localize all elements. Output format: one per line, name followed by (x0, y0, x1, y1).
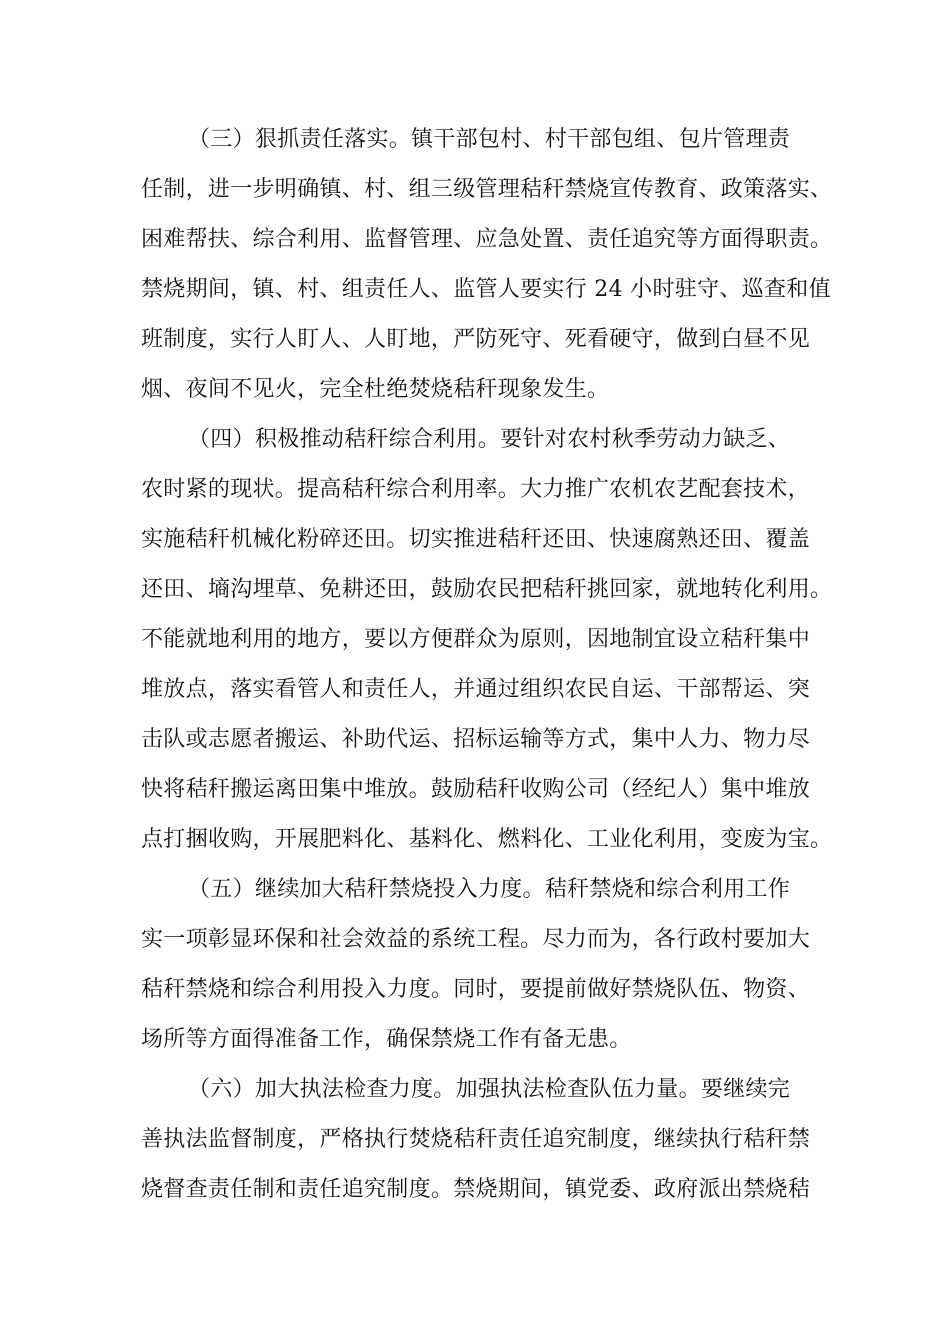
paragraph-4-line-7: 击队或志愿者搬运、补助代运、招标运输等方式，集中人力、物力尽 (141, 727, 811, 752)
paragraph-3-line-6: 烟、夜间不见火，完全杜绝焚烧秸秆现象发生。 (141, 377, 610, 402)
paragraph-6-line-3: 烧督查责任制和责任追究制度。禁烧期间，镇党委、政府派出禁烧秸 (141, 1177, 811, 1202)
paragraph-3-line-4: 禁烧期间，镇、村、组责任人、监管人要实行 24 小时驻守、巡查和值 (141, 277, 831, 302)
paragraph-3-line-3: 困难帮扶、综合利用、监督管理、应急处置、责任追究等方面得职责。 (141, 227, 833, 252)
paragraph-4-line-3: 实施秸秆机械化粉碎还田。切实推进秸秆还田、快速腐熟还田、覆盖 (141, 527, 811, 552)
paragraph-5-line-4: 场所等方面得准备工作，确保禁烧工作有备无患。 (141, 1027, 632, 1052)
paragraph-6-line-2: 善执法监督制度，严格执行焚烧秸秆责任追究制度，继续执行秸秆禁 (141, 1127, 811, 1152)
paragraph-3-line-5: 班制度，实行人盯人、人盯地，严防死守、死看硬守，做到白昼不见 (141, 327, 811, 352)
paragraph-4-line-4: 还田、墒沟埋草、免耕还田，鼓励农民把秸秆挑回家，就地转化利用。 (141, 577, 833, 602)
paragraph-5-line-1: （五）继续加大秸秆禁烧投入力度。秸秆禁烧和综合利用工作 (188, 877, 791, 902)
paragraph-5-line-3: 秸秆禁烧和综合利用投入力度。同时，要提前做好禁烧队伍、物资、 (141, 977, 811, 1002)
paragraph-4-line-2: 农时紧的现状。提高秸秆综合利用率。大力推广农机农艺配套技术， (141, 477, 811, 502)
paragraph-4-line-9: 点打捆收购，开展肥料化、基料化、燃料化、工业化利用，变废为宝。 (141, 827, 833, 852)
paragraph-3-line-1: （三）狠抓责任落实。镇干部包村、村干部包组、包片管理责 (188, 127, 791, 152)
paragraph-6-line-1: （六）加大执法检查力度。加强执法检查队伍力量。要继续完 (188, 1077, 791, 1102)
paragraph-4-line-5: 不能就地利用的地方，要以方便群众为原则，因地制宜设立秸秆集中 (141, 627, 811, 652)
paragraph-4-line-8: 快将秸秆搬运离田集中堆放。鼓励秸秆收购公司（经纪人）集中堆放 (141, 777, 811, 802)
paragraph-5-line-2: 实一项彰显环保和社会效益的系统工程。尽力而为，各行政村要加大 (141, 927, 811, 952)
paragraph-3-line-2: 任制，进一步明确镇、村、组三级管理秸秆禁烧宣传教育、政策落实、 (141, 177, 833, 202)
paragraph-4-line-1: （四）积极推动秸秆综合利用。要针对农村秋季劳动力缺乏、 (188, 427, 791, 452)
paragraph-4-line-6: 堆放点，落实看管人和责任人，并通过组织农民自运、干部帮运、突 (141, 677, 811, 702)
